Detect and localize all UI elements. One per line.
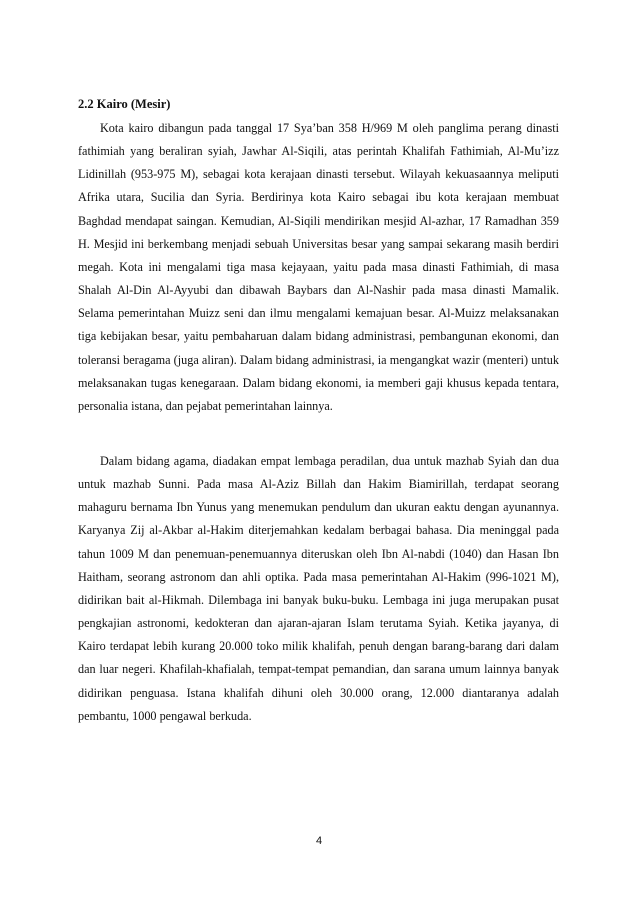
- page-number: 4: [315, 835, 323, 847]
- paragraph: Dalam bidang agama, diadakan empat lembaga peradilan, dua untuk mazhab Syiah dan dua untuk mazhab Sunni. Pada masa Al-Aziz Billah dan Hakim Biamirillah, terdapat seorang mahaguru bernama Ibn Yunus yang menemukan pendulum dan ukuran eaktu dengan ayunannya. Karyanya Zij al-Akbar al-Hakim diterjemahkan kedalam berbagai bahasa. Dia meninggal pada tahun 1009 M dan penemuan-penemuannya diteruskan oleh Ibn Al-nabdi (1040) dan Hasan Ibn Haitham, seorang astronom dan ahli optika. Pada masa pemerintahan Al-Hakim (996-1021 M), didirikan bait al-Hikmah. Dilembaga ini banyak buku-buku. Lembaga ini juga merupakan pusat pengkajian astronomi, kedokteran dan ajaran-ajaran Islam terutama Syiah. Ketika jayanya, di Kairo terdapat lebih kurang 20.000 toko milik khalifah, penuh dengan barang-barang dari dalam dan luar negeri. Khafilah-khafialah, tempat-tempat pemandian, dan sarana umum lainnya banyak didirikan penguasa. Istana khalifah dihuni oleh 30.000 orang, 12.000 diantaranya adalah pembantu, 1000 pengawal berkuda.: [78, 454, 559, 723]
- paragraph: Kota kairo dibangun pada tanggal 17 Sya’ban 358 H/969 M oleh panglima perang dinasti fathimiah yang beraliran syiah, Jawhar Al-Siqili, atas perintah Khalifah Fathimiah, Al-Mu’izz Lidinillah (953-975 M), sebagai kota kerajaan dinasti tersebut. Wilayah kekuasaannya meliputi Afrika utara, Sucilia dan Syria. Berdirinya kota Kairo sebagai ibu kota kerajaan membuat Baghdad mendapat saingan. Kemudian, Al-Siqili mendirikan mesjid Al-azhar, 17 Ramadhan 359 H. Mesjid ini berkembang menjadi sebuah Universitas besar yang sampai sekarang masih berdiri megah. Kota ini mengalami tiga masa kejayaan, yaitu pada masa dinasti Fathimiah, di masa Shalah Al-Din Al-Ayyubi dan dibawah Baybars dan Al-Nashir pada masa dinasti Mamalik. Selama pemerintahan Muizz seni dan ilmu mengalami kemajuan besar. Al-Muizz melaksanakan tiga kebijakan besar, yaitu pembaharuan dalam bidang administrasi, pembangunan ekonomi, dan toleransi beragama (juga aliran). Dalam bidang administrasi, ia mengangkat wazir (menteri) untuk melaksanakan tugas kenegaraan. Dalam bidang ekonomi, ia memberi gaji khusus kepada tentara, personalia istana, dan pejabat pemerintahan lainnya.: [78, 121, 559, 413]
- section-heading: 2.2 Kairo (Mesir): [78, 97, 171, 111]
